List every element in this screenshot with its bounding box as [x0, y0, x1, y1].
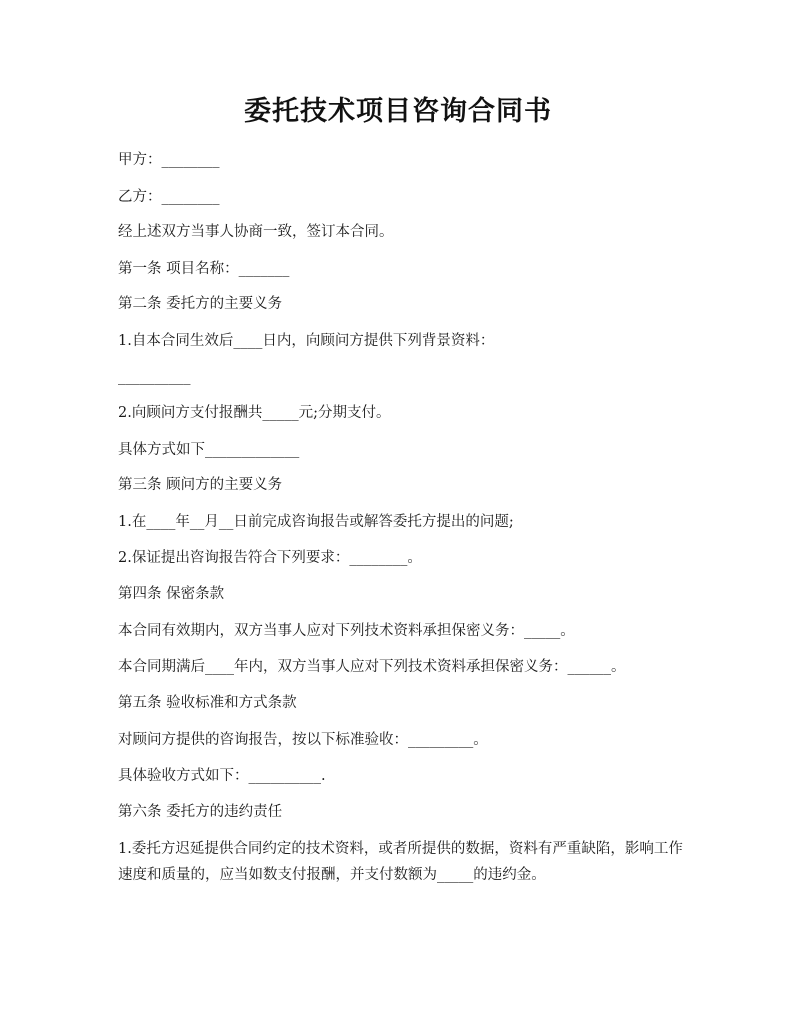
- document-title: 委托技术项目咨询合同书: [244, 96, 552, 127]
- article-2-blank-line: __________: [118, 369, 191, 385]
- party-b-line: 乙方：________: [118, 189, 220, 205]
- article-3-item-1: 1.在____年__月__日前完成咨询报告或解答委托方提出的问题;: [118, 514, 514, 530]
- article-2-heading: 第二条 委托方的主要义务: [118, 296, 283, 312]
- preamble-text: 经上述双方当事人协商一致，签订本合同。: [118, 224, 394, 240]
- article-5-clause-1: 对顾问方提供的咨询报告，按以下标准验收：_________。: [118, 732, 488, 748]
- party-a-line: 甲方：________: [118, 152, 220, 168]
- article-3-heading: 第三条 顾问方的主要义务: [118, 477, 283, 493]
- article-4-clause-1: 本合同有效期内，双方当事人应对下列技术资料承担保密义务：_____。: [118, 623, 575, 639]
- article-5-heading: 第五条 验收标准和方式条款: [118, 695, 297, 711]
- payment-method-line: 具体方式如下_____________: [118, 442, 300, 458]
- article-6-heading: 第六条 委托方的违约责任: [118, 804, 283, 820]
- article-1-heading: 第一条 项目名称：_______: [118, 261, 290, 277]
- article-4-clause-2: 本合同期满后____年内，双方当事人应对下列技术资料承担保密义务：______。: [118, 659, 626, 675]
- article-6-item-1: 1.委托方迟延提供合同约定的技术资料，或者所提供的数据，资料有严重缺陷，影响工作速度和质量的，应当如数支付报酬，并支付数额为_____的违约金。: [118, 841, 683, 883]
- article-3-item-2: 2.保证提出咨询报告符合下列要求：________。: [118, 550, 422, 566]
- article-2-item-2: 2.向顾问方支付报酬共_____元;分期支付。: [118, 405, 391, 421]
- article-2-item-1: 1.自本合同生效后____日内，向顾问方提供下列背景资料：: [118, 333, 495, 349]
- article-5-clause-2: 具体验收方式如下：__________.: [118, 768, 326, 784]
- article-4-heading: 第四条 保密条款: [118, 586, 225, 602]
